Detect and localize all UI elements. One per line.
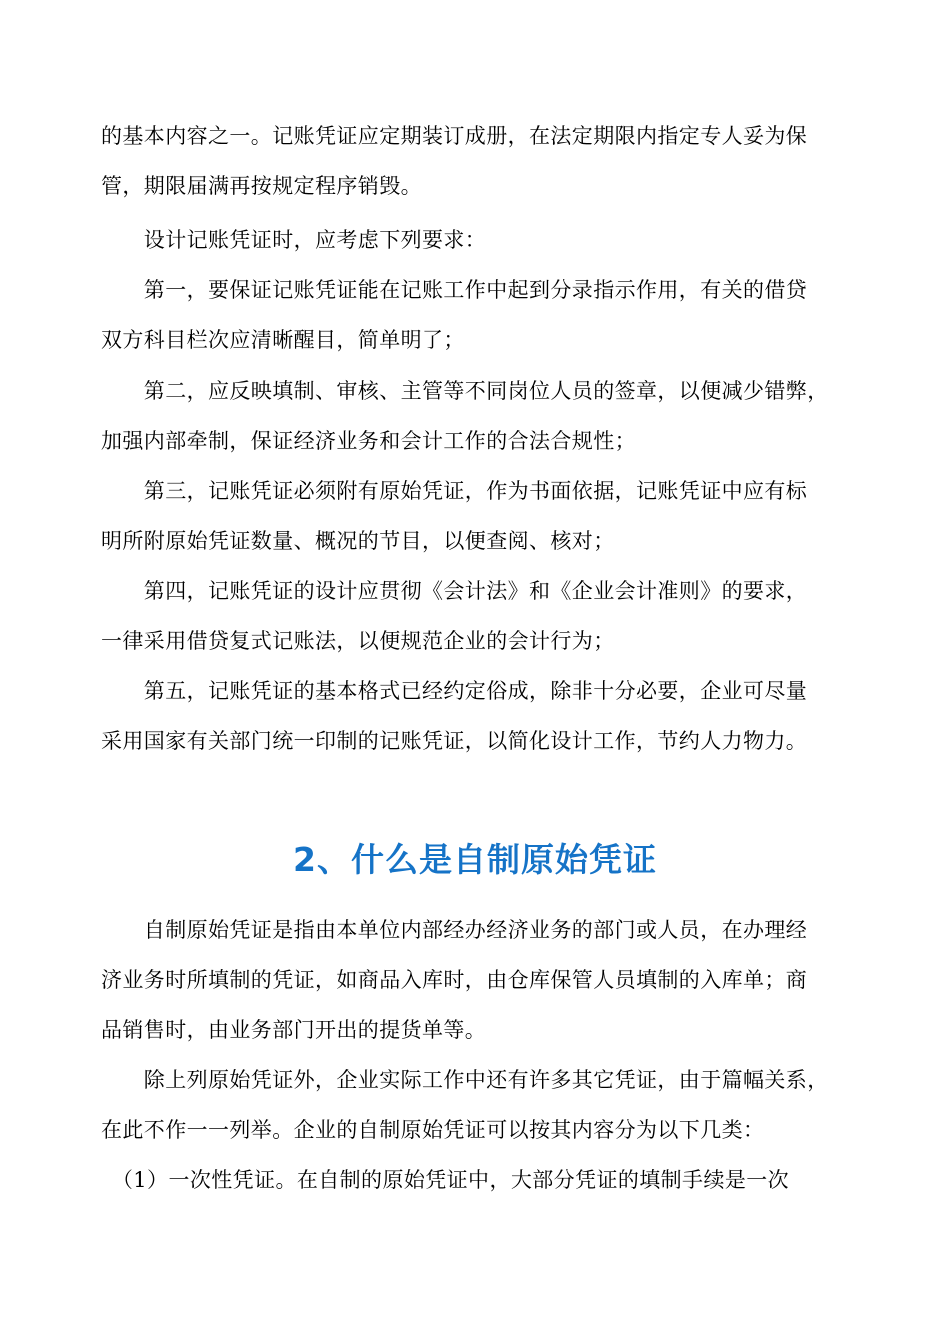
- text-line: 除上列原始凭证外，企业实际工作中还有许多其它凭证，由于篇幅关系，: [101, 1068, 829, 1092]
- paragraph-design-requirements-intro: [101, 215, 851, 265]
- paragraph-requirement-4: [101, 566, 851, 666]
- text-line: 采用国家有关部门统一印制的记账凭证，以简化设计工作，节约人力物力。: [101, 729, 808, 753]
- text-line: 双方科目栏次应清晰醒目，简单明了；: [101, 328, 465, 352]
- text-line: 的基本内容之一。记账凭证应定期装订成册，在法定期限内指定专人妥为保: [101, 124, 808, 148]
- paragraph-self-made-definition: [101, 905, 851, 1055]
- text-line: 管，期限届满再按规定程序销毁。: [101, 174, 422, 198]
- text-line: 自制原始凭证是指由本单位内部经办经济业务的部门或人员，在办理经: [101, 918, 808, 942]
- text-line: 设计记账凭证时，应考虑下列要求：: [101, 228, 487, 252]
- paragraph-requirement-5: [101, 666, 851, 766]
- text-line: 第五，记账凭证的基本格式已经约定俗成，除非十分必要，企业可尽量: [101, 679, 808, 703]
- text-line: 在此不作一一列举。企业的自制原始凭证可以按其内容分为以下几类：: [101, 1118, 765, 1142]
- text-line: 第二，应反映填制、审核、主管等不同岗位人员的签章，以便减少错弊，: [101, 379, 829, 403]
- text-line: 明所附原始凭证数量、概况的节目，以便查阅、核对；: [101, 529, 615, 553]
- text-line: 品销售时，由业务部门开出的提货单等。: [101, 1018, 487, 1042]
- paragraph-requirement-1: [101, 265, 851, 365]
- paragraph-requirement-2: [101, 366, 851, 466]
- text-line: 第一，要保证记账凭证能在记账工作中起到分录指示作用，有关的借贷: [101, 278, 808, 302]
- section-heading: 2、什么是自制原始凭证: [293, 840, 657, 879]
- paragraph-one-time-voucher: [101, 1155, 851, 1205]
- paragraph-requirement-3: [101, 466, 851, 566]
- text-line: （1）一次性凭证。在自制的原始凭证中，大部分凭证的填制手续是一次: [101, 1168, 790, 1192]
- text-line: 加强内部牵制，保证经济业务和会计工作的合法合规性；: [101, 429, 636, 453]
- text-line: 一律采用借贷复式记账法，以便规范企业的会计行为；: [101, 629, 615, 653]
- text-line: 济业务时所填制的凭证，如商品入库时，由仓库保管人员填制的入库单；商: [101, 968, 808, 992]
- text-line: 第四，记账凭证的设计应贯彻《会计法》和《企业会计准则》的要求，: [101, 579, 808, 603]
- paragraph-retention: [101, 111, 851, 211]
- paragraph-other-vouchers: [101, 1055, 851, 1155]
- text-line: 第三，记账凭证必须附有原始凭证，作为书面依据，记账凭证中应有标: [101, 479, 808, 503]
